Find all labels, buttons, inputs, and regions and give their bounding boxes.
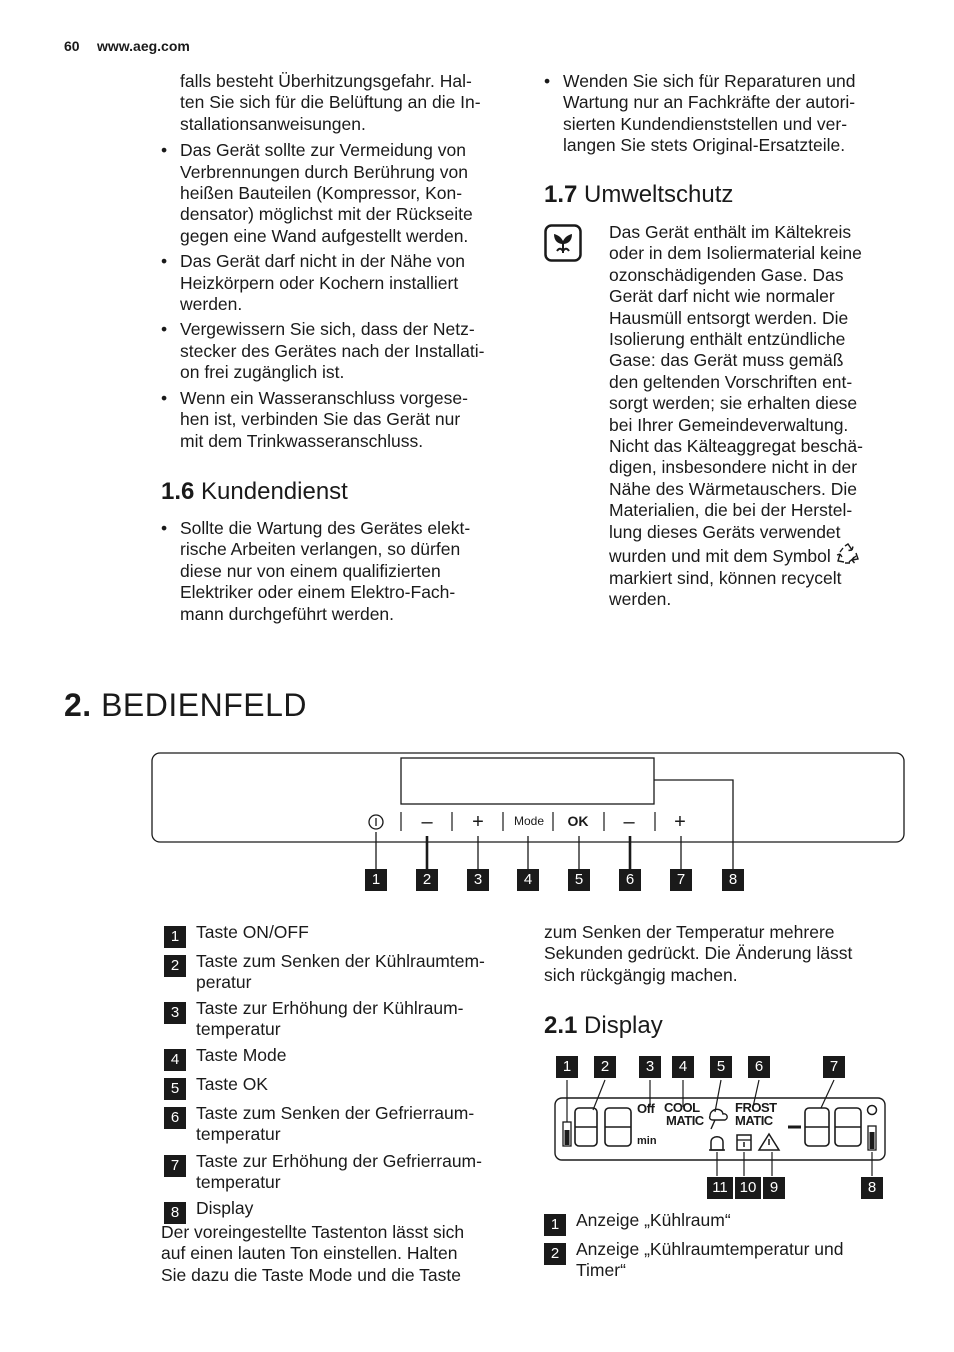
recycle-icon bbox=[836, 543, 860, 565]
display-callout: 1 bbox=[556, 1056, 578, 1078]
header-url: www.aeg.com bbox=[97, 38, 190, 54]
panel-callout: 5 bbox=[568, 869, 590, 891]
bullet-item: • Wenden Sie sich für Reparaturen und Wartung nur an Fachkräfte der autori- sierten Kundendienststellen und ver- langen Sie stets Original-Ersatzteile. bbox=[544, 71, 856, 156]
tone-text: Der voreingestellte Tastenton lässt sich auf einen lauten Ton einstellen. Halten Sie dazu die Taste Mode und die Taste bbox=[161, 1222, 465, 1285]
kundendienst-text bbox=[161, 518, 521, 629]
bullet-item: • Vergewissern Sie sich, dass der Netz- stecker des Gerätes nach der Installati- on frei zugänglich ist. bbox=[161, 319, 485, 383]
display-min-label: min bbox=[637, 1135, 657, 1147]
panel-mode-button[interactable]: Mode bbox=[513, 814, 545, 828]
panel-callout: 8 bbox=[722, 869, 744, 891]
panel-minus-cool-button[interactable]: – bbox=[421, 811, 433, 833]
left-column bbox=[161, 71, 521, 456]
display-callout: 5 bbox=[710, 1056, 732, 1078]
display-off-label: Off bbox=[637, 1101, 655, 1116]
display-callout: 8 bbox=[861, 1177, 883, 1199]
display-callout: 7 bbox=[823, 1056, 845, 1078]
environment-text: Das Gerät enthält im Kältekreis oder in dem Isoliermaterial keine ozonschädigenden Gase. Das Gerät darf nicht wie normaler Hausmüll entsorgt werden. Die Isolierung enthält entzündliche Gase: das Gerät muss gemäß den geltenden Vorschriften ent- sorgt werden; sie erhalten diese bei Ihrer Gemeindeverwaltung. Nicht das Kälteaggregat beschä- digen, insbesondere nicht in der Nähe des Wärmetauschers. Die Materialien, die bei der Herstel- lung dieses Geräts verwendet wurden und mit dem Symbol markiert sind, können recycelt werden. bbox=[609, 222, 863, 609]
bullet-item: • Sollte die Wartung des Gerätes elekt- rische Arbeiten verlangen, so dürfen diese nur von einem qualifizierten Elektriker oder einem Elektro-Fach- mann durchgeführt werden. bbox=[161, 518, 471, 624]
panel-ok-button[interactable]: OK bbox=[567, 813, 589, 829]
display-callout: 2 bbox=[594, 1056, 616, 1078]
display-callout: 3 bbox=[639, 1056, 661, 1078]
right-column bbox=[544, 71, 904, 161]
display-callout: 4 bbox=[672, 1056, 694, 1078]
bullet-item: • Das Gerät darf nicht in der Nähe von Heizkörpern oder Kochern installiert werden. bbox=[161, 251, 466, 315]
panel-callout: 2 bbox=[416, 869, 438, 891]
display-callout: 9 bbox=[763, 1177, 785, 1199]
panel-callout: 6 bbox=[619, 869, 641, 891]
section-heading-2-1: 2.1 Display bbox=[544, 1012, 663, 1039]
display-frostmatic-label: FROST MATIC bbox=[735, 1100, 777, 1128]
panel-plus-cool-button[interactable]: + bbox=[472, 811, 484, 833]
bullet-item: • Das Gerät sollte zur Vermeidung von Verbrennungen durch Berührung von heißen Bauteilen (Kompressor, Kon- densator) möglichst mit der Rückseite gegen eine Wand aufgestellt werden. bbox=[161, 140, 473, 246]
section-heading-1-6: 1.6 Kundendienst bbox=[161, 478, 348, 505]
bullet-item: • Wenn ein Wasseranschluss vorgese- hen ist, verbinden Sie das Gerät nur mit dem Trinkwasseranschluss. bbox=[161, 387, 468, 451]
page-number: 60 bbox=[64, 38, 80, 54]
display-callout: 10 bbox=[735, 1177, 761, 1199]
panel-callout: 1 bbox=[365, 869, 387, 891]
panel-callout: 3 bbox=[467, 869, 489, 891]
panel-minus-freeze-button[interactable]: – bbox=[623, 811, 635, 833]
tone-text-continued: zum Senken der Temperatur mehrere Sekunden gedrückt. Die Änderung lässt sich rückgängig machen. bbox=[544, 922, 853, 985]
display-callout: 11 bbox=[707, 1177, 733, 1199]
display-coolmatic-label: COOL MATIC bbox=[664, 1100, 704, 1128]
display-callout: 6 bbox=[748, 1056, 770, 1078]
environment-icon bbox=[544, 224, 582, 262]
chapter-heading: 2. BEDIENFELD bbox=[64, 687, 308, 723]
panel-plus-freeze-button[interactable]: + bbox=[674, 811, 686, 833]
continued-text: falls besteht Überhitzungsgefahr. Hal- ten Sie sich für die Belüftung an die In- stallationsanweisungen. bbox=[180, 71, 481, 134]
panel-callout: 7 bbox=[670, 869, 692, 891]
panel-callout: 4 bbox=[517, 869, 539, 891]
section-heading-1-7: 1.7 Umweltschutz bbox=[544, 181, 734, 208]
